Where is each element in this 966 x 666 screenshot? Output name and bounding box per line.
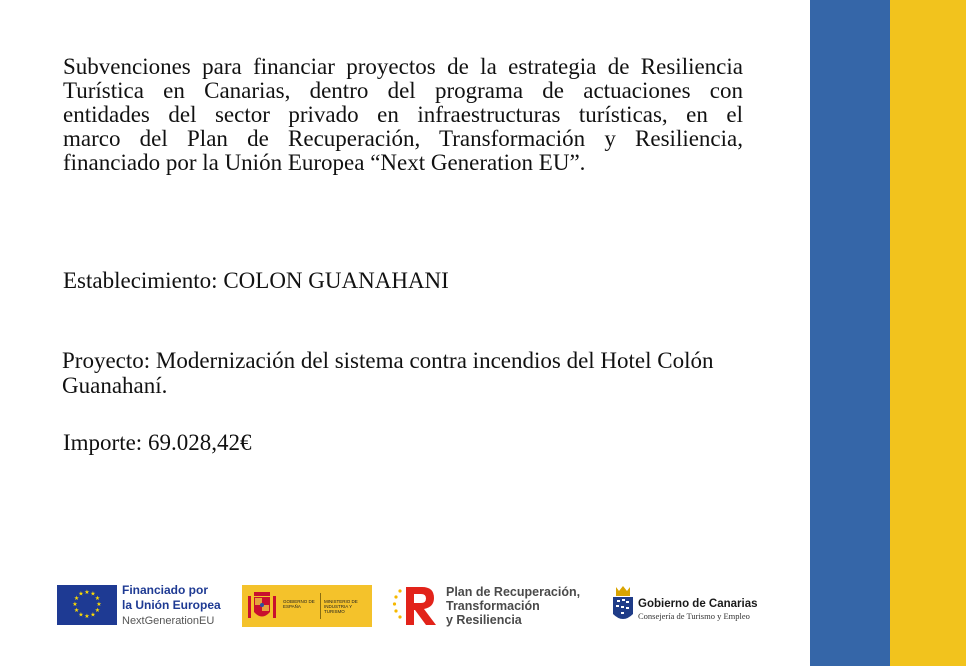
canarias-subtitle: Consejería de Turismo y Empleo	[638, 611, 750, 621]
proyecto-line: Guanahaní.	[62, 373, 168, 398]
canarias-shield-logo	[611, 584, 635, 626]
gobierno-espana-label: GOBIERNO DE ESPAÑA	[283, 599, 315, 609]
decorative-stripe-blue	[810, 0, 890, 666]
canarias-coat-of-arms-icon	[611, 584, 635, 626]
plan-text-line: y Resiliencia	[446, 613, 522, 627]
svg-text:★: ★	[94, 595, 101, 602]
gobierno-espana-logo	[242, 585, 372, 627]
svg-text:★: ★	[72, 601, 78, 608]
plan-r-icon	[392, 583, 442, 627]
spain-coat-of-arms-icon	[246, 588, 278, 624]
svg-text:★: ★	[78, 590, 84, 598]
establecimiento-text: Establecimiento: COLON GUANAHANI	[63, 268, 449, 293]
svg-text:★: ★	[78, 611, 84, 619]
logo-divider	[320, 593, 321, 619]
plan-text-line: Transformación	[446, 599, 540, 613]
svg-text:★: ★	[94, 607, 101, 614]
intro-line: Subvenciones para financiar proyectos de la estrategia de Resiliencia	[63, 54, 743, 79]
plan-text-line: Plan de Recuperación,	[446, 585, 581, 599]
svg-text:★: ★	[73, 607, 80, 614]
eu-text-line: la Unión Europea	[122, 598, 221, 612]
svg-text:★: ★	[90, 611, 96, 619]
eu-stars-icon	[57, 585, 117, 625]
plan-recuperacion-text	[446, 585, 580, 627]
proyecto-line: Proyecto: Modernización del sistema contra incendios del Hotel Colón	[62, 348, 714, 373]
ministerio-label: MINISTERIO DE INDUSTRIA Y TURISMO	[324, 599, 358, 614]
svg-text:★: ★	[90, 590, 96, 598]
eu-funding-text	[122, 583, 221, 629]
intro-line: financiado por la Unión Europea “Next Generation EU”.	[63, 150, 586, 175]
eu-text-line: NextGenerationEU	[122, 615, 215, 627]
plan-recuperacion-mark	[392, 583, 442, 627]
proyecto-text	[62, 348, 782, 398]
intro-line: marco del Plan de Recuperación, Transformación y Resiliencia,	[63, 126, 743, 151]
decorative-stripe-yellow	[890, 0, 966, 666]
intro-paragraph	[63, 55, 743, 199]
eu-flag-logo	[57, 585, 117, 625]
intro-line: entidades del sector privado en infraestructuras turísticas, en el	[63, 102, 743, 127]
canarias-title: Gobierno de Canarias	[638, 598, 758, 610]
svg-text:★: ★	[84, 613, 90, 620]
importe-text: Importe: 69.028,42€	[63, 430, 252, 455]
canarias-text	[638, 598, 758, 622]
intro-line: Turística en Canarias, dentro del programa de actuaciones con	[63, 78, 743, 103]
eu-text-line: Financiado por	[122, 583, 209, 597]
svg-text:★: ★	[84, 589, 90, 596]
svg-text:★: ★	[73, 595, 80, 602]
svg-text:★: ★	[96, 601, 102, 608]
